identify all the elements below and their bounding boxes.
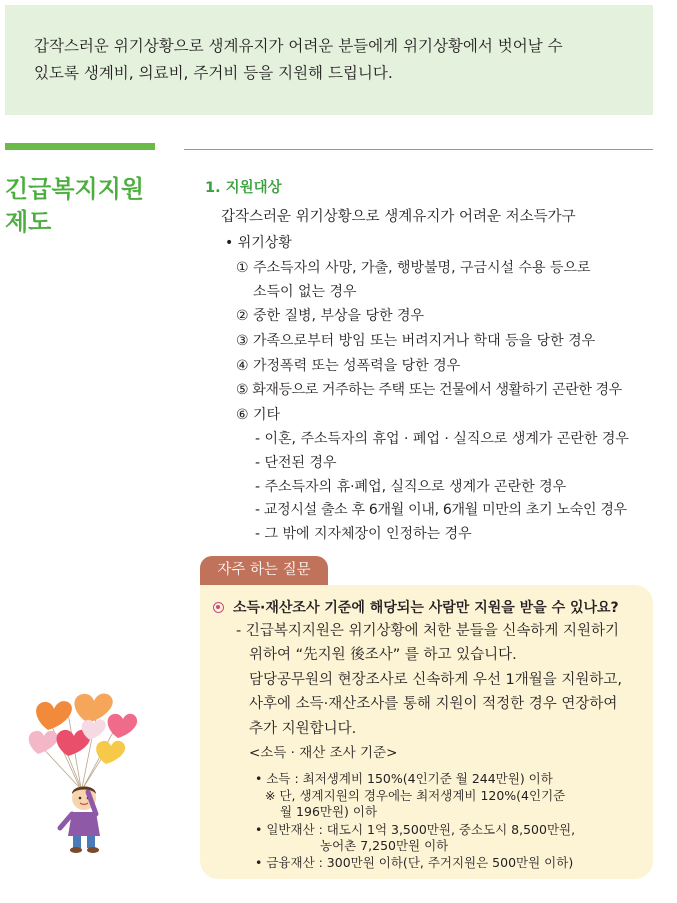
crisis-sub-item: - 그 밖에 지자체장이 인정하는 경우 [255, 526, 472, 542]
intro-box [5, 5, 653, 115]
intro-line-1: 갑작스러운 위기상황으로 생계유지가 어려운 분들에게 위기상황에서 벗어날 수 [34, 37, 563, 55]
crisis-item: ⑤ 화재등으로 거주하는 주택 또는 건물에서 생활하기 곤란한 경우 [236, 382, 622, 398]
criteria-item: 월 196만원) 이하 [280, 804, 378, 819]
faq-question [213, 597, 619, 617]
crisis-item: ① 주소득자의 사망, 가출, 행방불명, 구금시설 수용 등으로 [236, 260, 591, 276]
crisis-item: ② 중한 질병, 부상을 당한 경우 [236, 308, 425, 324]
crisis-item: ③ 가족으로부터 방임 또는 버려지거나 학대 등을 당한 경우 [236, 333, 596, 349]
support-target-heading: 1. 지원대상 [205, 180, 282, 196]
section-title-line-1: 긴급복지지원 [5, 175, 145, 203]
criteria-title: <소득 · 재산 조사 기준> [249, 745, 398, 761]
crisis-sub-item: - 교정시설 출소 후 6개월 이내, 6개월 미만의 초기 노숙인 경우 [255, 502, 627, 518]
criteria-item: • 소득 : 최저생계비 150%(4인기준 월 244만원) 이하 [255, 771, 553, 786]
section-divider-thin [184, 149, 653, 150]
crisis-label: • 위기상황 [225, 235, 292, 251]
support-target-desc: 갑작스러운 위기상황으로 생계유지가 어려운 저소득가구 [221, 209, 576, 225]
section-title [5, 173, 175, 239]
criteria-item: • 일반재산 : 대도시 1억 3,500만원, 중소도시 8,500만원, [255, 822, 576, 837]
section-divider-thick [5, 143, 155, 150]
faq-answer-line: - 긴급복지지원은 위기상황에 처한 분들을 신속하게 지원하기 [236, 623, 620, 639]
crisis-item: 소득이 없는 경우 [253, 284, 357, 300]
intro-text [34, 33, 644, 87]
criteria-item: 농어촌 7,250만원 이하 [320, 838, 449, 853]
child-figure-icon [60, 786, 100, 853]
crisis-item: ④ 가정폭력 또는 성폭력을 당한 경우 [236, 358, 461, 374]
faq-answer-line: 담당공무원의 현장조사로 신속하게 우선 1개월을 지원하고, [249, 672, 623, 688]
child-with-heart-balloons-illustration [18, 688, 158, 853]
crisis-item: ⑥ 기타 [236, 407, 281, 423]
faq-answer-line: 사후에 소득·재산조사를 통해 지원이 적정한 경우 연장하여 [249, 696, 618, 712]
faq-answer-line: 위하여 “先지원 後조사” 를 하고 있습니다. [249, 647, 517, 663]
intro-line-2: 있도록 생계비, 의료비, 주거비 등을 지원해 드립니다. [34, 64, 393, 82]
faq-tab: 자주 하는 질문 [200, 556, 328, 585]
section-title-line-2: 제도 [5, 208, 52, 236]
crisis-sub-item: - 주소득자의 휴·폐업, 실직으로 생계가 곤란한 경우 [255, 479, 567, 495]
criteria-item: • 금융재산 : 300만원 이하(단, 주거지원은 500만원 이하) [255, 855, 574, 870]
faq-answer-line: 추가 지원합니다. [249, 721, 357, 737]
faq-question-text: 소득·재산조사 기준에 해당되는 사람만 지원을 받을 수 있나요? [233, 600, 619, 616]
heart-balloon-icon [29, 694, 137, 764]
crisis-sub-item: - 이혼, 주소득자의 휴업 · 폐업 · 실직으로 생계가 곤란한 경우 [255, 431, 629, 447]
target-bullet-icon [213, 602, 224, 613]
crisis-sub-item: - 단전된 경우 [255, 455, 337, 471]
criteria-item: ※ 단, 생계지원의 경우에는 최저생계비 120%(4인기준 [265, 788, 566, 803]
